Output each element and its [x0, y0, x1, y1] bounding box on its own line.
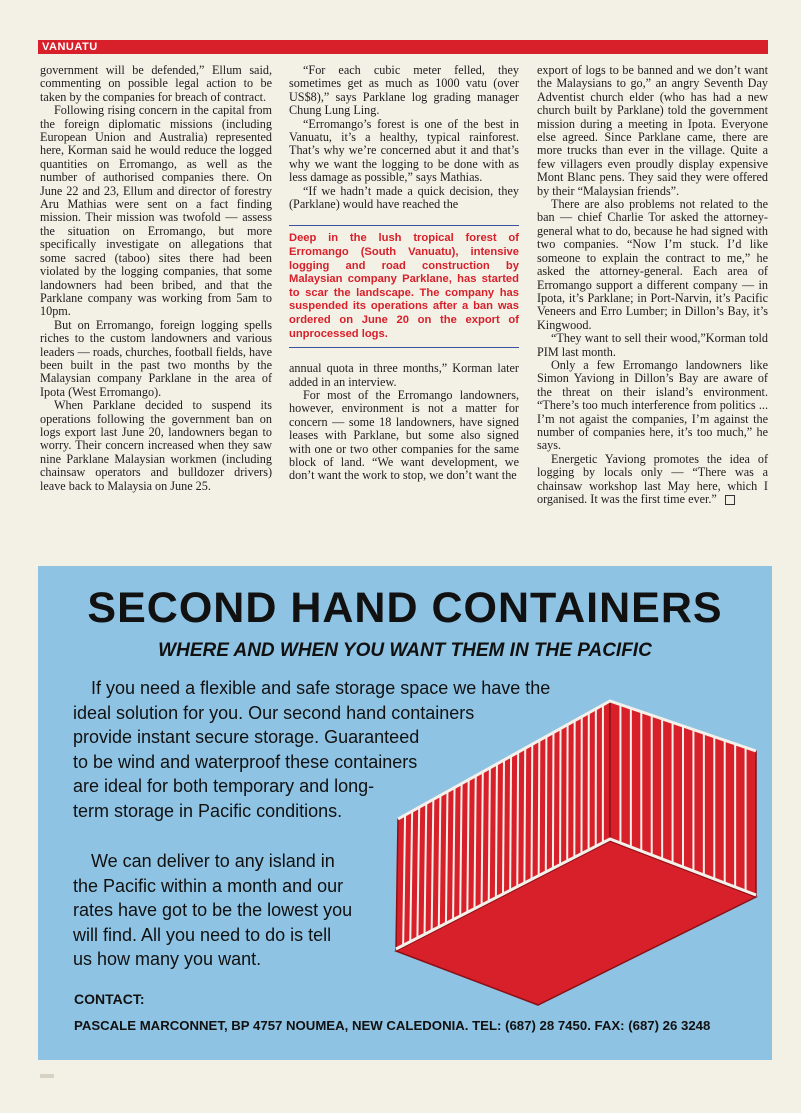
page-number-mark	[40, 1072, 100, 1080]
article-paragraph: But on Erromango, foreign logging spells riches to the custom landowners and various leaders — roads, churches, football fields, have been built in the past two months by the Malaysian company Parklane in the area of Ipota (West Erromango).	[40, 317, 272, 399]
ad-line: term storage in Pacific conditions.	[73, 800, 343, 821]
article-paragraph: government will be defended,” Ellum said, commenting on possible legal action to be taken by the companies for breach of contract.	[40, 63, 272, 104]
article-paragraph	[537, 453, 768, 507]
section-banner	[38, 40, 768, 54]
ad-body-paragraph-1	[73, 676, 608, 823]
article-paragraph: “If we hadn’t made a quick decision, they (Parklane) would have reached the	[289, 183, 519, 212]
ad-line: provide instant secure storage. Guaranteed	[73, 727, 420, 747]
ad-line: are ideal for both temporary and long-	[73, 776, 375, 796]
ad-line: will find. All you need to do is tell	[73, 924, 332, 945]
article-paragraph: “They want to sell their wood,”Korman told PIM last month.	[537, 331, 768, 359]
article-paragraph: There are also problems not related to the ban — chief Charlie Tor asked the attorney-general what to do, because he had signed with two companies. “Now I’m stuck. I’d like someone to explain the contract to me,” he asked the attorney-general. Each area of Erromango support a different company — in Ipota, it’s Parklane; in Port-Narvin, it’s Pacific Veneers and Erro Lumber; in Dillon’s Bay, it’s Kingwood.	[537, 197, 768, 332]
article-final-sentence: Energetic Yaviong promotes the idea of logging by locals only — “There was a chainsaw workshop last May here, which I organised. It was the first time ever.”	[537, 451, 768, 506]
article-column-2	[289, 64, 519, 483]
section-label: VANUATU	[42, 41, 98, 53]
article-paragraph: Only a few Erromango landowners like Simon Yaviong in Dillon’s Bay are aware of the threat on their island’s environment. “There’s too much interference from politics ... I’m not agaist the companies, I’m against the number of companies here, it’s too much,” he says.	[537, 357, 768, 453]
ad-line: If you need a flexible and safe storage space we have the	[91, 678, 551, 698]
article-paragraph: “For each cubic meter felled, they sometimes get as much as 1000 vatu (over US$8),” says Parklane log grading manager Chung Lung Ling.	[289, 63, 519, 118]
ad-line: ideal solution for you. Our second hand containers	[73, 702, 475, 723]
article-column-1	[40, 64, 272, 493]
article-paragraph: annual quota in three months,” Korman later added in an interview.	[289, 361, 519, 389]
article-paragraph: When Parklane decided to suspend its operations following the government ban on logs export last June 20, landowners began to worry. Their concern increased when they saw nine Parklane Malaysian workmen (including chainsaw operators and bulldozer drivers) leave back to Malaysia on June 25.	[40, 398, 272, 493]
article-paragraph: export of logs to be banned and we don’t want the Malaysians to go,” an angry Seventh Day Adventist church elder (who has had a new church built by Parklane) told the government mission during a meeting in Ipota. Everyone else agreed. Since Parklane came, there are more trucks than ever in the village. Quite a few villagers even proudly display expensive Mont Blanc pens. They said they were offered by their “Malaysian friends”.	[537, 63, 768, 198]
pull-quote: Deep in the lush tropical forest of Erromango (South Vanuatu), intensive logging and road construction by Malaysian company Parklane, has started to scar the landscape. The company has suspended its operations after a ban was ordered on June 20 on the export of unprocessed logs.	[289, 225, 519, 348]
ad-line: the Pacific within a month and our	[73, 875, 344, 896]
ad-contact-details: PASCALE MARCONNET, BP 4757 NOUMEA, NEW CALEDONIA. TEL: (687) 28 7450. FAX: (687) 26 3248	[74, 1018, 711, 1033]
ad-contact-label: CONTACT:	[74, 991, 145, 1007]
ad-subtitle: WHERE AND WHEN YOU WANT THEM IN THE PACIFIC	[158, 640, 652, 661]
article-column-3	[537, 64, 768, 506]
ad-line: to be wind and waterproof these containers	[73, 751, 418, 772]
ad-line: We can deliver to any island in	[91, 851, 335, 871]
container-advertisement	[38, 566, 772, 1060]
end-mark-icon	[725, 495, 735, 505]
article-paragraph: “Erromango’s forest is one of the best in Vanuatu, it’s a healthy, typical rainforest. That’s why we’re concerned abut it and that’s why we want the logging to be done with as less damage as possible,” says Mathias.	[289, 116, 519, 185]
ad-line: rates have got to be the lowest you	[73, 900, 353, 920]
article-paragraph: For most of the Erromango landowners, however, environment is not a matter for concern — some 18 landowners, have signed leases with Parklane, but some also signed with one or two other companies for the same block of land. “We want development, we don’t want the work to stop, we don’t want the	[289, 388, 519, 483]
ad-body-paragraph-2	[73, 849, 403, 972]
ad-line: us how many you want.	[73, 949, 262, 969]
article-paragraph: Following rising concern in the capital from the foreign diplomatic missions (including European Union and Australia) represented here, Korman said he would reduce the logged quantities on Erromango, as well as the number of authorised companies there. On June 22 and 23, Ellum and director of forestry Aru Mathias were sent on a fact finding mission. Their mission was twofold — assess the situation on Erromango, but more specifically investigate on allegations that some sacred (taboo) sites there had been violated by the logging companies, that some landowners had been bribed, and that the Parklane company was working from 5am to 10pm.	[40, 103, 272, 319]
ad-title: SECOND HAND CONTAINERS	[87, 584, 723, 632]
